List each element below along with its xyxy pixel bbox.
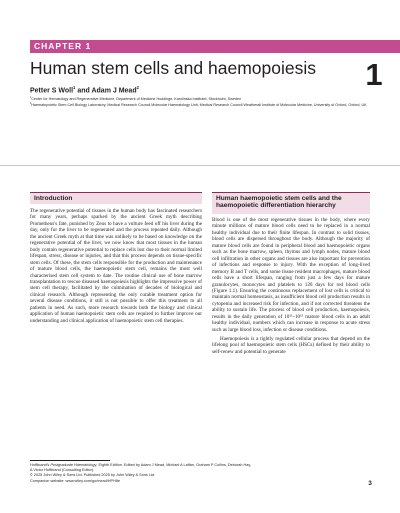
affiliation-text: Center for Hematology and Regenerative Medicine, Department of Medicine Huddinge, Karolinska Institutet, Stockholm, Sweden (31, 97, 242, 102)
page-number: 3 (368, 480, 372, 487)
left-column (30, 208, 202, 327)
affiliation-mark: 1 (30, 97, 32, 99)
section-heading-stem-cells: Human haemopoietic stem cells and the haemopoietic differentiation hierarchy (212, 192, 370, 214)
authors (30, 85, 139, 94)
footer-text: , Eighth Edition. Edited by Adam J Mead, Michael A Laffan, Graham P Collins, Deborah Hay, (96, 463, 252, 467)
footer-line: Companion website: www.wiley.com/go/mead/HPH8e (30, 478, 121, 483)
author-separator: and (75, 87, 92, 95)
author-affiliation-mark: 1 (73, 85, 76, 90)
footer-line: A Victor Hoffbrand (Consulting Editor). (30, 468, 95, 473)
affiliation-text: Haematopoietic Stem Cell Biology Laboratory, Medical Research Council Molecular Haematology Unit, Medical Research Council Weatherall Institute of Molecular Medicine, University of Oxford, Oxford, UK (31, 103, 367, 108)
author-name: Adam J Mead (91, 87, 137, 95)
footer-rule (30, 460, 110, 461)
section-heading-introduction: Introduction (30, 192, 202, 204)
affiliation-mark: 2 (30, 103, 32, 105)
footer-line: © 2025 John Wiley & Sons Ltd. Published 2025 by John Wiley & Sons Ltd. (30, 473, 156, 478)
affiliation (30, 102, 368, 108)
paragraph: The regenerative potential of tissues in the human body has fascinated researchers for many years, perhaps sparked by the ancient Greek myth describing Prometheus's fate, punished by Zeus to have a vulture feed off his liver during the day, only for the liver to be regenerated and the process repeated daily. Although the ancient Greek myth at that time was unlikely to be based on knowledge on the regenerative potential of the liver, we now know that most tissues in the human body contain regenerative potential to replace cells lost due to their normal limited lifespan, stress, disease or injuries, and that this process depends on tissue-specific stem cells. Of these, the stem cells responsible for the production and maintenance of mature blood cells, the haemopoietic stem cell, remains the most well characterised stem cell system to date. The routine clinical use of bone marrow transplantation to rescue diseased haemopoiesis highlights the impressive power of stem cell therapy, facilitated by the culmination of decades of biological and clinical research. Although representing the only curable treatment option for several disease conditions, it still is not possible to offer this treatment to all patients in need. As such, more research towards both the biology and clinical application of human haemopoietic stem cells are required to further improve our understanding and clinical application of haemopoietic stem cell therapies. (30, 208, 202, 324)
author-name: Petter S Woll (30, 87, 74, 95)
copyright-footer (30, 463, 280, 484)
chapter-number: 1 (365, 57, 383, 92)
right-column (212, 217, 370, 358)
header-divider (0, 165, 400, 166)
chapter-label: CHAPTER 1 (30, 40, 400, 53)
book-title: Hoffbrand's Postgraduate Haematology (30, 463, 97, 467)
paragraph: Haemopoiesis is a tightly regulated cellular process that depend on the lifelong pool of haemopoietic stem cells (HSCs) defined by their ability to self-renew and potential to generate (212, 335, 370, 355)
chapter-title: Human stem cells and haemopoiesis (30, 58, 316, 78)
paragraph: Blood is one of the most regenerative tissues in the body, where every minute millions of mature blood cells need to be replaced in a normal healthy individual due to their finite lifespan. In contrast to solid tissues, blood cells are dispersed throughout the body. Although the majority of mature blood cells are found in peripheral blood and haemopoietic organs such as the bone marrow, spleen, thymus and lymph nodes, mature blood cell infiltration in other organs and tissues are also important for prevention of infections and response to injury. With the exception of long-lived memory B and T cells, and some tissue resident macrophages, mature blood cells have a short lifespan, ranging from just a few days for mature granulocytes, monocytes and platelets to 120 days for red blood cells (Figure 1.1). Ensuring the continuous replacement of lost cells is critical to maintain normal homeostasis, as insufficient blood cell production results in cytopenia and increased risk for infection, and if not corrected threatens the ability to sustain life. The process of blood cell production, haemopoiesis, results in the daily generation of 10¹¹–10¹² mature blood cells in an adult healthy individual, numbers which can increase in response to acute stress such as large blood loss, infection or disease conditions. (212, 217, 370, 333)
author-affiliation-mark: 2 (136, 85, 139, 90)
